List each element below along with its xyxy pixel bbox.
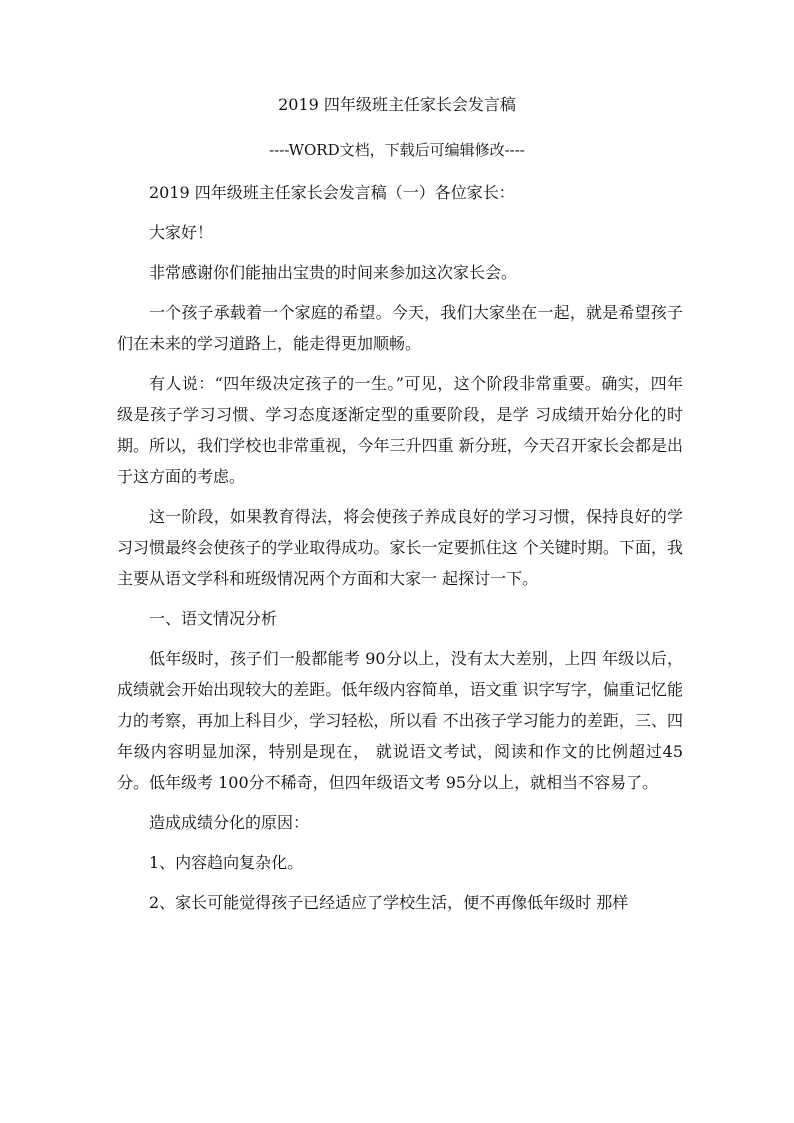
paragraph-grade-four: 有人说：“四年级决定孩子的一生。”可见，这个阶段非常重要。确实，四年级是孩子学习习惯、学习态度逐渐定型的重要阶段，是学 习成绩开始分化的时期。所以，我们学校也非常重视，今年三升四重 新分班，今天召开家长会都是出于这方面的考虑。: [117, 374, 683, 486]
reason-item-2: 2、家长可能觉得孩子已经适应了学校生活，便不再像低年级时 那样: [149, 893, 629, 912]
speech-heading: 2019 四年级班主任家长会发言稿（一）各位家长：: [149, 183, 515, 202]
document-title: 2019 四年级班主任家长会发言稿: [278, 95, 516, 114]
paragraph-thanks: 非常感谢你们能抽出宝贵的时间来参加这次家长会。: [149, 263, 518, 282]
greeting: 大家好！: [149, 223, 214, 242]
section-heading-chinese: 一、语文情况分析: [149, 609, 278, 628]
paragraph-education: 这一阶段，如果教育得法，将会使孩子养成良好的学习习惯，保持良好的学习习惯最终会使孩子的学业取得成功。家长一定要抓住这 个关键时期。下面，我主要从语文学科和班级情况两个方面和大家一 起探讨一下。: [117, 507, 683, 588]
paragraph-hope: 一个孩子承载着一个家庭的希望。今天，我们大家坐在一起，就是希望孩子们在未来的学习道路上，能走得更加顺畅。: [117, 303, 683, 353]
document-body: [117, 177, 683, 927]
paragraph-grades: 低年级时，孩子们一般都能考 90分以上，没有太大差别，上四 年级以后，成绩就会开始出现较大的差距。低年级内容简单，语文重 识字写字，偏重记忆能力的考察，再加上科目少，学习轻松，所以看 不出孩子学习能力的差距，三、四年级内容明显加深，特别是现在， 就说语文考试，阅读和作文的比例超过45分。低年级考 100分不稀奇，但四年级语文考 95分以上，就相当不容易了。: [117, 649, 683, 792]
document-subtitle: ----WORD文档，下载后可编辑修改----: [269, 141, 525, 159]
reason-item-1: 1、内容趋向复杂化。: [149, 853, 304, 872]
paragraph-reasons-title: 造成成绩分化的原因：: [149, 813, 310, 832]
